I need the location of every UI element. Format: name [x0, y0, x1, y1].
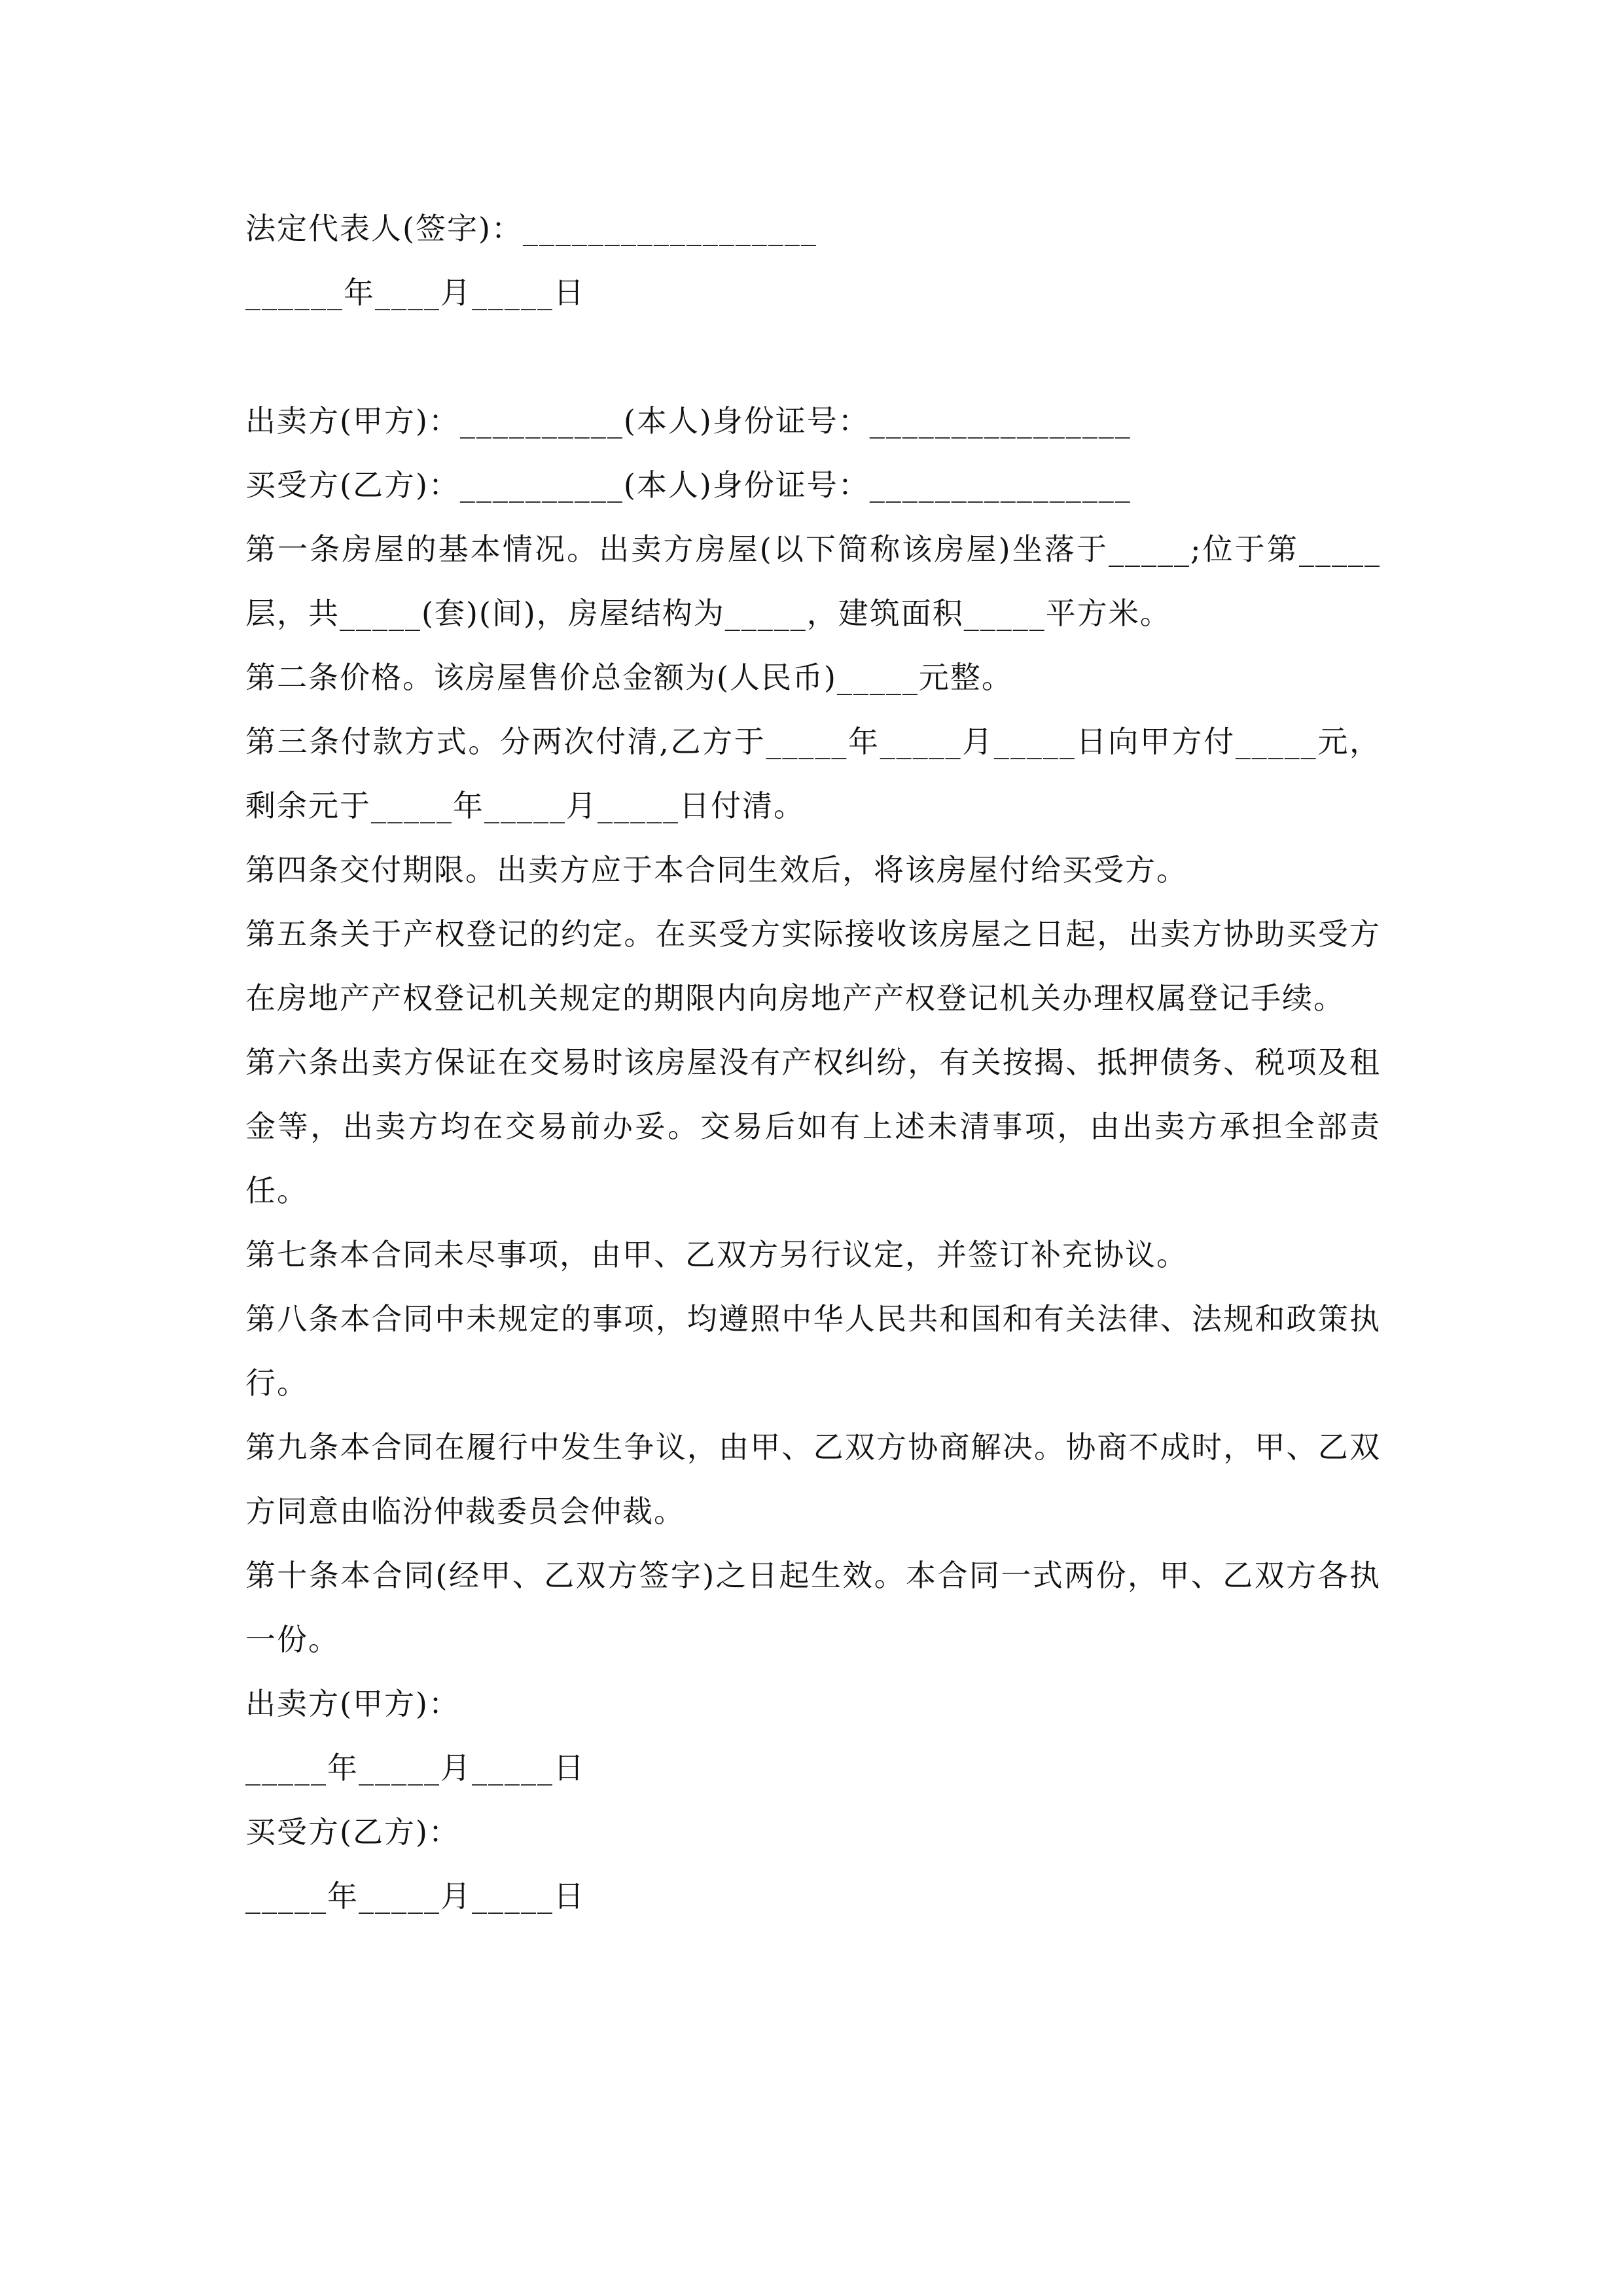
article-10: 第十条本合同(经甲、乙双方签字)之日起生效。本合同一式两份，甲、乙双方各执一份。 — [245, 1558, 1381, 1657]
document-body — [245, 196, 1381, 1928]
article-8: 第八条本合同中未规定的事项，均遵照中华人民共和国和有关法律、法规和政策执行。 — [245, 1301, 1381, 1401]
seller-signature-date: _____年_____月_____日 — [245, 1750, 585, 1785]
seller-id-line: 出卖方(甲方)：__________(本人)身份证号：________________ — [245, 403, 1132, 439]
article-6: 第六条出卖方保证在交易时该房屋没有产权纠纷，有关按揭、抵押债务、税项及租金等，出卖方均在交易前办妥。交易后如有上述未清事项，由出卖方承担全部责任。 — [245, 1045, 1381, 1208]
buyer-id-line: 买受方(乙方)：__________(本人)身份证号：________________ — [245, 467, 1132, 503]
article-2: 第二条价格。该房屋售价总金额为(人民币)_____元整。 — [245, 660, 1013, 695]
article-1: 第一条房屋的基本情况。出卖方房屋(以下简称该房屋)坐落于_____;位于第_____层，共_____(套)(间)，房屋结构为_____，建筑面积_____平方米。 — [245, 531, 1381, 631]
article-3: 第三条付款方式。分两次付清,乙方于_____年_____月_____日向甲方付_____元，剩余元于_____年_____月_____日付清。 — [245, 724, 1381, 823]
article-5: 第五条关于产权登记的约定。在买受方实际接收该房屋之日起，出卖方协助买受方在房地产产权登记机关规定的期限内向房地产产权登记机关办理权属登记手续。 — [245, 916, 1381, 1016]
buyer-signature-date: _____年_____月_____日 — [245, 1878, 585, 1914]
article-9: 第九条本合同在履行中发生争议，由甲、乙双方协商解决。协商不成时，甲、乙双方同意由临汾仲裁委员会仲裁。 — [245, 1429, 1381, 1529]
seller-signature-label: 出卖方(甲方)： — [245, 1686, 460, 1721]
article-4: 第四条交付期限。出卖方应于本合同生效后，将该房屋付给买受方。 — [245, 852, 1188, 888]
legal-rep-signature-line: 法定代表人(签字)：__________________ — [245, 211, 817, 246]
spacer — [245, 325, 1381, 389]
top-date-line: ______年____月_____日 — [245, 275, 585, 310]
article-7: 第七条本合同未尽事项，由甲、乙双方另行议定，并签订补充协议。 — [245, 1237, 1188, 1272]
buyer-signature-label: 买受方(乙方)： — [245, 1814, 460, 1850]
